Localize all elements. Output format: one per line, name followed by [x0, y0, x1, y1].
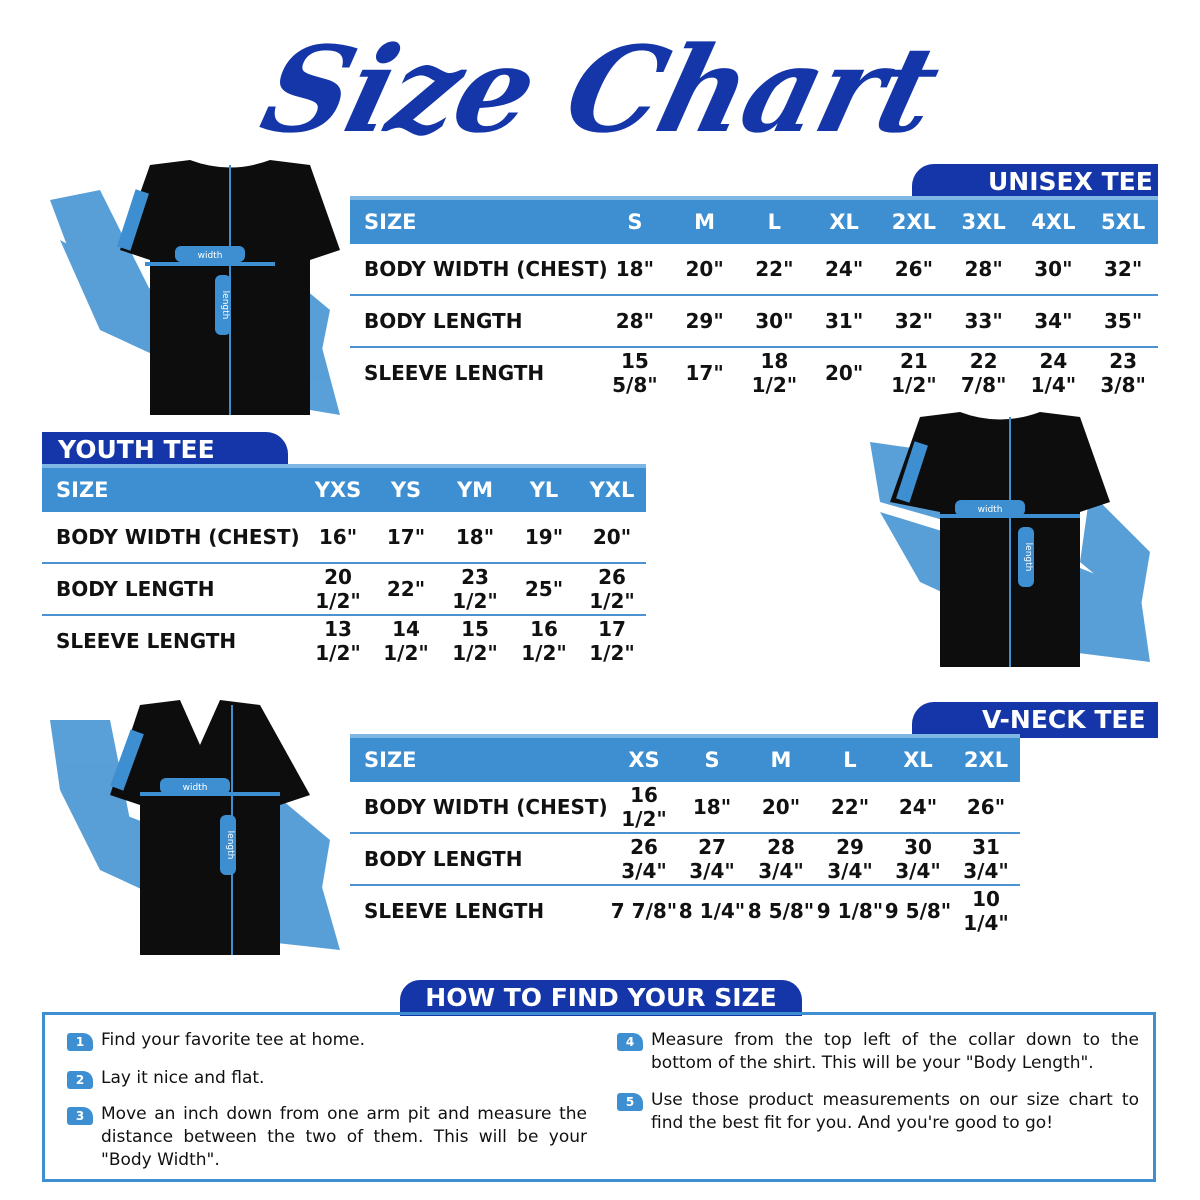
vneck-length-label: length — [225, 830, 235, 860]
unisex-cell: 33" — [949, 295, 1019, 347]
vneck-row-label: BODY WIDTH (CHEST) — [350, 782, 610, 833]
youth-cell: 16" — [304, 512, 372, 563]
step-3-text: Move an inch down from one arm pit and measure the distance between the two of them. This will be your "Body Width". — [101, 1104, 587, 1170]
vneck-cell: 31 3/4" — [952, 833, 1020, 885]
youth-cell: 26 1/2" — [578, 563, 646, 615]
step-5-text: Use those product measurements on our size chart to find the best fit for you. And you're good to go! — [651, 1090, 1139, 1133]
unisex-cell: 21 1/2" — [891, 349, 937, 397]
table-row — [350, 833, 1158, 885]
table-row — [350, 295, 1158, 347]
table-row — [42, 615, 850, 666]
unisex-cell: 35" — [1088, 295, 1158, 347]
table-row — [350, 347, 1158, 398]
unisex-header-col-8: 5XL — [1088, 198, 1158, 244]
youth-header-col-5: YXL — [578, 466, 646, 512]
step-2-text: Lay it nice and flat. — [101, 1068, 265, 1088]
vneck-cell: 30 3/4" — [884, 833, 952, 885]
table-row — [42, 512, 850, 563]
table-row — [350, 782, 1158, 833]
step-4-text: Measure from the top left of the collar down to the bottom of the shirt. This will be your "Body Length". — [651, 1030, 1139, 1073]
unisex-cell: 28" — [600, 295, 670, 347]
youth-cell: 19" — [510, 512, 578, 563]
youth-width-label: width — [977, 505, 1003, 515]
youth-cell: 14 1/2" — [383, 617, 429, 665]
unisex-cell: 22" — [740, 244, 810, 295]
vneck-tee-label: V-NECK TEE — [982, 705, 1146, 734]
unisex-cell: 24 1/4" — [1030, 349, 1077, 397]
youth-cell: 22" — [372, 563, 440, 615]
vneck-cell: 29 3/4" — [816, 833, 884, 885]
unisex-cell: 18 1/2" — [751, 349, 798, 397]
vneck-header-col-2: S — [678, 736, 746, 782]
youth-cell: 16 1/2" — [521, 617, 567, 665]
unisex-header-col-2: M — [670, 198, 740, 244]
unisex-header-col-6: 3XL — [949, 198, 1019, 244]
howto-tab — [400, 980, 802, 1016]
unisex-row-label: BODY WIDTH (CHEST) — [350, 244, 600, 295]
vneck-cell: 18" — [678, 782, 746, 833]
step-4-icon: 4 — [617, 1033, 643, 1051]
vneck-cell: 8 1/4" — [678, 899, 746, 923]
vneck-cell: 22" — [816, 782, 884, 833]
unisex-header-row — [350, 198, 1158, 244]
unisex-header-col-7: 4XL — [1019, 198, 1089, 244]
vneck-cell: 8 5/8" — [747, 899, 815, 923]
youth-row-label: BODY WIDTH (CHEST) — [42, 512, 304, 563]
vneck-cell: 20" — [746, 782, 816, 833]
vneck-cell: 26 3/4" — [610, 833, 678, 885]
youth-cell: 18" — [440, 512, 510, 563]
step-1-text: Find your favorite tee at home. — [101, 1030, 366, 1050]
unisex-size-table — [350, 196, 1158, 398]
youth-cell: 17" — [372, 512, 440, 563]
youth-row-label: BODY LENGTH — [42, 563, 304, 615]
unisex-cell: 22 7/8" — [960, 349, 1007, 397]
vneck-cell: 9 5/8" — [884, 899, 952, 923]
table-row — [350, 244, 1158, 295]
youth-header-col-2: YS — [372, 466, 440, 512]
youth-cell: 23 1/2" — [440, 563, 510, 615]
youth-tee-tab — [42, 432, 288, 468]
vneck-cell: 10 1/4" — [963, 887, 1009, 935]
unisex-tee-label: UNISEX TEE — [988, 167, 1153, 196]
howto-title: HOW TO FIND YOUR SIZE — [425, 983, 777, 1012]
unisex-width-label: width — [197, 251, 223, 261]
unisex-cell: 28" — [949, 244, 1019, 295]
step-2-icon: 2 — [67, 1071, 93, 1089]
unisex-cell: 26" — [879, 244, 949, 295]
youth-header-col-4: YL — [510, 466, 578, 512]
size-chart-title-block — [240, 10, 960, 170]
youth-cell: 15 1/2" — [452, 617, 498, 665]
youth-cell: 20 1/2" — [304, 563, 372, 615]
unisex-cell: 17" — [685, 361, 724, 385]
unisex-cell: 18" — [600, 244, 670, 295]
unisex-cell: 20" — [824, 361, 864, 385]
vneck-cell: 7 7/8" — [610, 899, 678, 923]
unisex-header-col-5: 2XL — [879, 198, 949, 244]
vneck-cell: 28 3/4" — [746, 833, 816, 885]
page-title: Size Chart — [249, 20, 951, 159]
unisex-header-col-3: L — [740, 198, 810, 244]
unisex-cell: 20" — [670, 244, 740, 295]
unisex-row-label: BODY LENGTH — [350, 295, 600, 347]
youth-cell: 17 1/2" — [589, 617, 635, 665]
vneck-row-label: BODY LENGTH — [350, 833, 610, 885]
youth-cell: 13 1/2" — [315, 617, 361, 665]
unisex-header-col-4: XL — [809, 198, 879, 244]
unisex-cell: 31" — [809, 295, 879, 347]
vneck-header-col-5: XL — [884, 736, 952, 782]
table-row — [42, 563, 850, 615]
vneck-cell: 27 3/4" — [678, 833, 746, 885]
youth-header-size: SIZE — [42, 466, 304, 512]
unisex-shirt-illustration — [40, 160, 340, 420]
unisex-cell: 29" — [670, 295, 740, 347]
youth-tee-label: YOUTH TEE — [58, 435, 215, 464]
vneck-cell: 16 1/2" — [610, 782, 678, 833]
unisex-cell: 32" — [879, 295, 949, 347]
unisex-cell: 32" — [1088, 244, 1158, 295]
unisex-row-label: SLEEVE LENGTH — [364, 361, 545, 385]
unisex-cell: 30" — [740, 295, 810, 347]
vneck-row-label: SLEEVE LENGTH — [364, 899, 545, 923]
vneck-shirt-illustration — [40, 700, 340, 960]
vneck-cell: 26" — [952, 782, 1020, 833]
unisex-tee-tab — [912, 164, 1158, 200]
vneck-cell: 9 1/8" — [816, 899, 884, 923]
unisex-cell: 15 5/8" — [612, 349, 658, 397]
unisex-cell: 23 3/8" — [1100, 349, 1146, 397]
unisex-length-label: length — [220, 290, 230, 320]
unisex-cell: 24" — [809, 244, 879, 295]
youth-header-col-1: YXS — [304, 466, 372, 512]
unisex-header-size: SIZE — [350, 198, 600, 244]
vneck-header-size: SIZE — [350, 736, 610, 782]
step-5-icon: 5 — [617, 1093, 643, 1111]
howto-box — [42, 1012, 1156, 1182]
step-3-icon: 3 — [67, 1107, 93, 1125]
youth-size-table — [42, 464, 850, 666]
unisex-cell: 34" — [1019, 295, 1089, 347]
youth-cell: 20" — [578, 512, 646, 563]
vneck-tee-tab — [912, 702, 1158, 738]
vneck-size-table — [350, 734, 1158, 936]
vneck-header-col-3: M — [746, 736, 816, 782]
vneck-width-label: width — [182, 783, 208, 793]
table-row — [350, 885, 1158, 936]
vneck-cell: 24" — [884, 782, 952, 833]
vneck-header-col-6: 2XL — [952, 736, 1020, 782]
youth-row-label: SLEEVE LENGTH — [56, 629, 237, 653]
unisex-cell: 30" — [1019, 244, 1089, 295]
step-1-icon: 1 — [67, 1033, 93, 1051]
vneck-header-col-1: XS — [610, 736, 678, 782]
vneck-header-row — [350, 736, 1158, 782]
youth-header-col-3: YM — [440, 466, 510, 512]
unisex-header-col-1: S — [600, 198, 670, 244]
vneck-header-col-4: L — [816, 736, 884, 782]
youth-shirt-illustration — [860, 412, 1160, 672]
youth-cell: 25" — [510, 563, 578, 615]
youth-length-label: length — [1023, 542, 1033, 572]
youth-header-row — [42, 466, 850, 512]
